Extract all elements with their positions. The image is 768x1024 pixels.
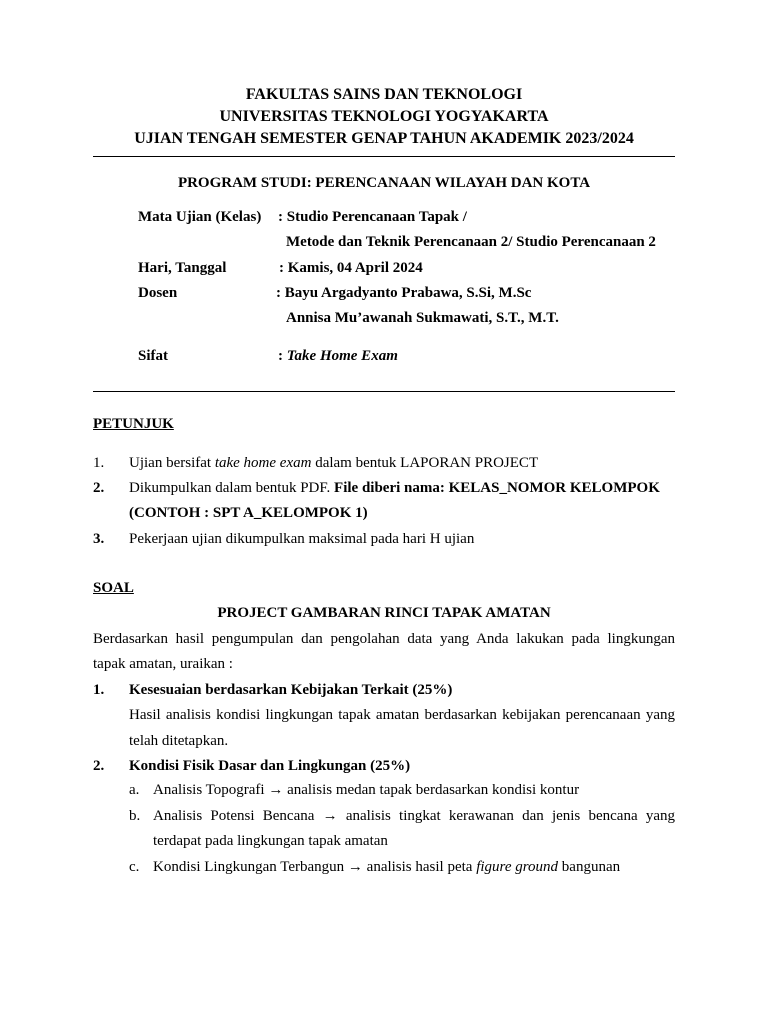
mata-ujian-value: : Studio Perencanaan Tapak / <box>278 209 467 225</box>
question-2b-letter: b. <box>129 808 141 824</box>
hari-label: Hari, Tanggal <box>138 260 227 276</box>
info-divider <box>93 391 675 392</box>
question-2b-line-2: terdapat pada lingkungan tapak amatan <box>153 833 388 849</box>
header-divider <box>93 156 675 157</box>
soal-heading: SOAL <box>93 580 134 596</box>
sifat-value: : Take Home Exam <box>278 348 398 364</box>
petunjuk-item-2-example: (CONTOH : SPT A_KELOMPOK 1) <box>129 505 368 521</box>
soal-intro-line-1: Berdasarkan hasil pengumpulan dan pengolahan data yang Anda lakukan pada lingkungan <box>93 631 675 647</box>
hari-value: : Kamis, 04 April 2024 <box>279 260 423 276</box>
university-title: UNIVERSITAS TEKNOLOGI YOGYAKARTA <box>219 108 549 125</box>
question-2a-letter: a. <box>129 782 140 798</box>
program-title: PROGRAM STUDI: PERENCANAAN WILAYAH DAN KOTA <box>177 175 591 191</box>
question-1-number: 1. <box>93 682 105 698</box>
exam-title: UJIAN TENGAH SEMESTER GENAP TAHUN AKADEMIK 2023/2024 <box>134 130 634 147</box>
dosen-value: : Bayu Argadyanto Prabawa, S.Si, M.Sc <box>276 285 532 301</box>
petunjuk-heading: PETUNJUK <box>93 416 174 432</box>
mata-ujian-label: Mata Ujian (Kelas) <box>138 209 262 225</box>
sifat-label: Sifat <box>138 348 168 364</box>
petunjuk-item-1: Ujian bersifat take home exam dalam bentuk LAPORAN PROJECT <box>129 455 539 471</box>
question-2b-line-1: Analisis Potensi Bencana → analisis tingkat kerawanan dan jenis bencana yang <box>153 808 675 824</box>
petunjuk-item-3: Pekerjaan ujian dikumpulkan maksimal pada hari H ujian <box>129 531 475 547</box>
faculty-title: FAKULTAS SAINS DAN TEKNOLOGI <box>245 86 523 103</box>
dosen-label: Dosen <box>138 285 178 301</box>
question-2a: Analisis Topografi → analisis medan tapak berdasarkan kondisi kontur <box>153 782 580 798</box>
project-title: PROJECT GAMBARAN RINCI TAPAK AMATAN <box>217 605 551 621</box>
arrow-right-icon: → <box>347 859 363 875</box>
petunjuk-item-1-number: 1. <box>93 455 105 471</box>
dosen-value-2: Annisa Mu’awanah Sukmawati, S.T., M.T. <box>286 310 559 326</box>
arrow-right-icon: → <box>268 782 284 798</box>
question-1-body-1: Hasil analisis kondisi lingkungan tapak amatan berdasarkan kebijakan perencanaan yang <box>129 707 675 723</box>
question-1-title: Kesesuaian berdasarkan Kebijakan Terkait (25%) <box>129 682 453 698</box>
question-2-number: 2. <box>93 758 105 774</box>
question-2c: Kondisi Lingkungan Terbangun → analisis hasil peta figure ground bangunan <box>153 859 621 875</box>
soal-intro-line-2: tapak amatan, uraikan : <box>93 656 233 672</box>
question-2-title: Kondisi Fisik Dasar dan Lingkungan (25%) <box>129 758 411 774</box>
question-2c-letter: c. <box>129 859 140 875</box>
question-1-body-2: telah ditetapkan. <box>129 733 229 749</box>
mata-ujian-value-2: Metode dan Teknik Perencanaan 2/ Studio Perencanaan 2 <box>286 234 656 250</box>
petunjuk-item-2-number: 2. <box>93 480 105 496</box>
petunjuk-item-3-number: 3. <box>93 531 105 547</box>
petunjuk-item-2: Dikumpulkan dalam bentuk PDF. File diberi nama: KELAS_NOMOR KELOMPOK <box>129 480 660 496</box>
